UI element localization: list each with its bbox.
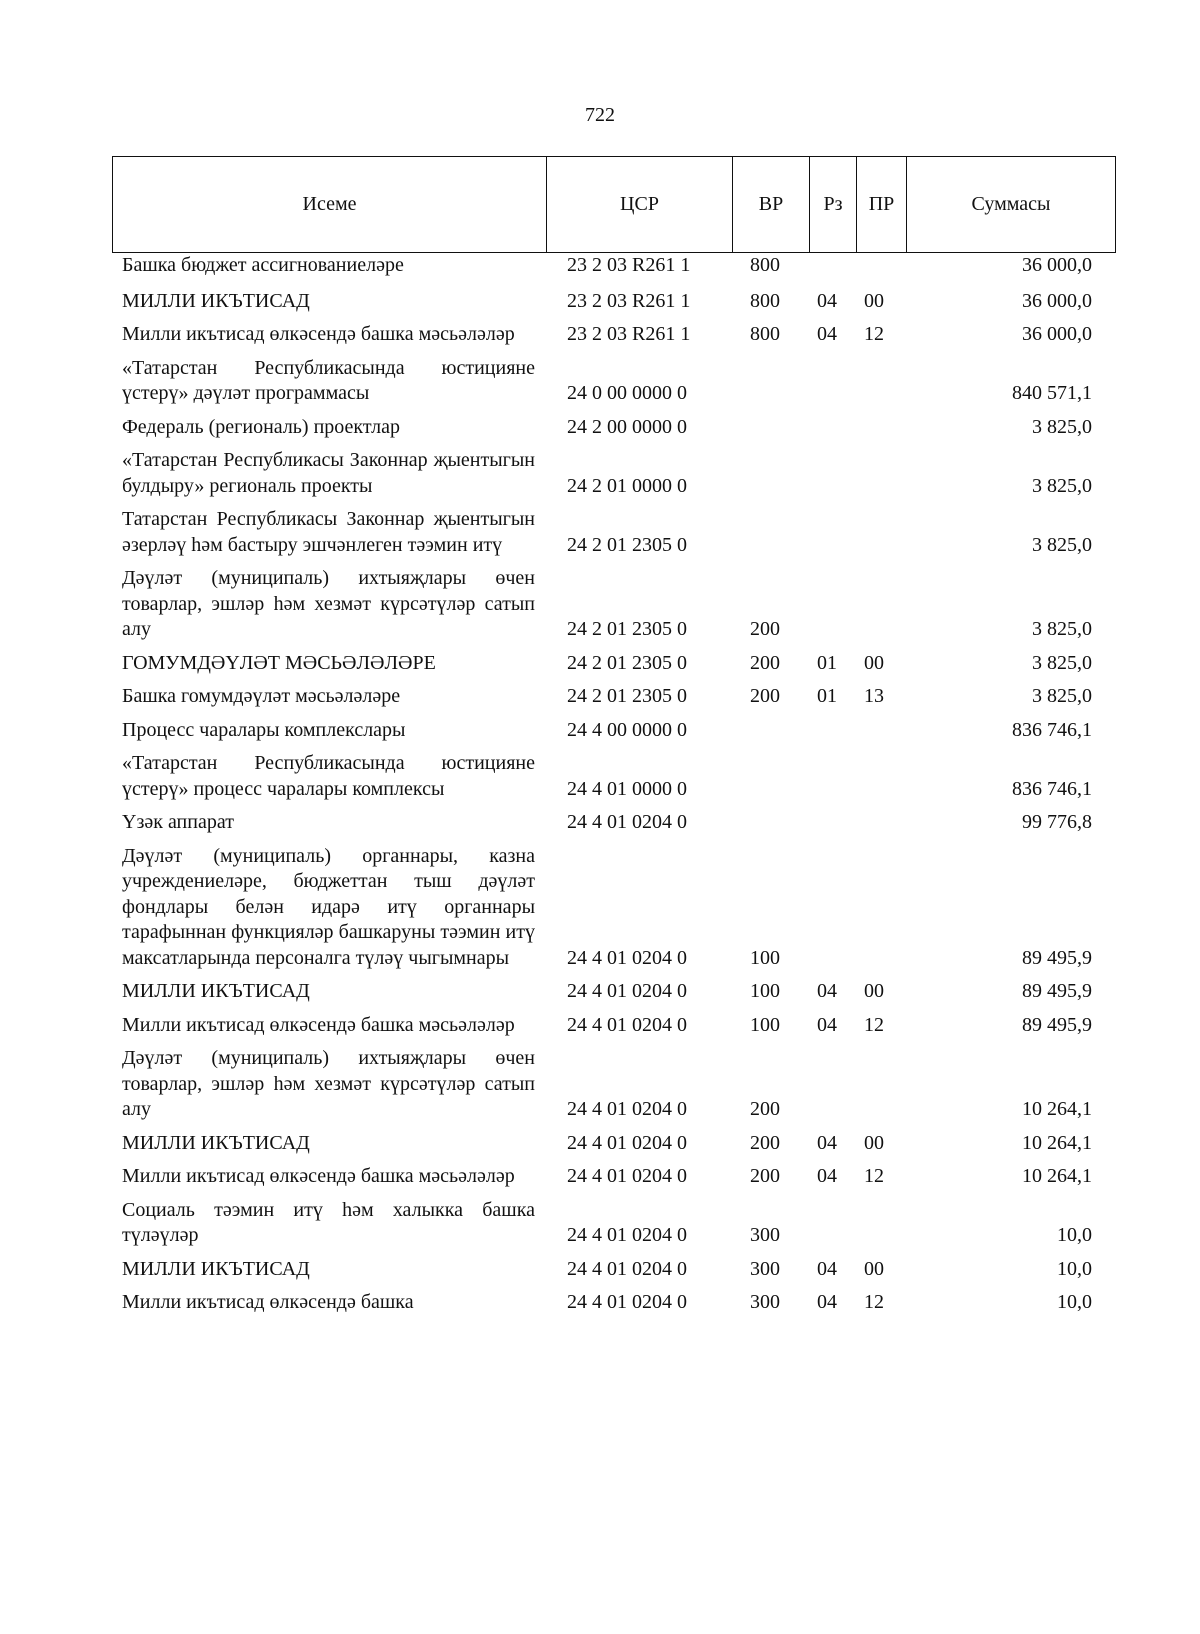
row-name-cell: МИЛЛИ ИКЪТИСАД: [122, 980, 310, 1002]
row-csr-cell: 23 2 03 R261 1: [567, 254, 691, 276]
page-number: 722: [585, 104, 615, 126]
column-header-pr: ПР: [856, 157, 906, 252]
row-pr-cell: 12: [864, 1165, 884, 1187]
row-name-cell: Процесс чаралары комплекслары: [122, 718, 406, 741]
table-row: [112, 566, 1116, 643]
row-sum-cell: 10 264,1: [1022, 1131, 1092, 1154]
row-csr-cell: 24 4 01 0204 0: [567, 1013, 687, 1036]
table-row: [112, 253, 1116, 279]
row-pr-cell: 00: [864, 289, 884, 312]
row-rz-cell: 04: [817, 323, 837, 345]
row-sum-cell: 3 825,0: [1032, 685, 1092, 707]
row-sum-cell: 36 000,0: [1022, 254, 1092, 276]
table-row: [112, 1013, 1116, 1039]
row-name-cell: Милли икътисад өлкәсендә башка: [122, 1291, 414, 1313]
column-header-vr: ВР: [732, 157, 809, 252]
row-sum-cell: 89 495,9: [1022, 980, 1092, 1002]
row-vr-cell: 800: [750, 323, 780, 345]
row-csr-cell: 24 4 01 0204 0: [567, 1165, 687, 1187]
row-name-cell: Социаль тәэмин итү һәм халыкка башка түләүләр: [122, 1198, 535, 1246]
row-csr-cell: 24 4 01 0204 0: [567, 1131, 687, 1154]
row-sum-cell: 36 000,0: [1022, 289, 1092, 312]
table-row: [112, 810, 1116, 836]
table-row: [112, 1257, 1116, 1283]
row-sum-cell: 10 264,1: [1022, 1165, 1092, 1187]
row-csr-cell: 24 2 01 2305 0: [567, 651, 687, 674]
row-sum-cell: 10,0: [1057, 1257, 1092, 1280]
row-name-cell: МИЛЛИ ИКЪТИСАД: [122, 289, 310, 312]
row-vr-cell: 800: [750, 289, 780, 312]
table-row: [112, 718, 1116, 744]
row-sum-cell: 99 776,8: [1022, 811, 1092, 833]
row-csr-cell: 24 2 01 2305 0: [567, 685, 687, 707]
row-vr-cell: 300: [750, 1291, 780, 1313]
row-rz-cell: 04: [817, 1165, 837, 1187]
row-pr-cell: 00: [864, 980, 884, 1002]
table-row: [112, 651, 1116, 677]
row-pr-cell: 00: [864, 1257, 884, 1280]
table-row: [112, 979, 1116, 1005]
row-vr-cell: 100: [750, 980, 780, 1002]
row-sum-cell: 89 495,9: [1022, 946, 1092, 969]
row-pr-cell: 12: [864, 1291, 884, 1313]
table-header: [112, 156, 1116, 253]
row-sum-cell: 3 825,0: [1032, 415, 1092, 438]
table-row: [112, 1164, 1116, 1190]
row-name-cell: Татарстан Республикасы Законнар җыентыгын әзерләү һәм бастыру эшчәнлеген тәэмин итү: [122, 508, 535, 556]
row-csr-cell: 24 4 01 0204 0: [567, 1224, 687, 1246]
row-rz-cell: 04: [817, 1013, 837, 1036]
row-name-cell: МИЛЛИ ИКЪТИСАД: [122, 1131, 310, 1154]
table-row: [112, 356, 1116, 407]
row-csr-cell: 24 4 01 0204 0: [567, 1098, 687, 1120]
row-rz-cell: 01: [817, 651, 837, 674]
row-sum-cell: 36 000,0: [1022, 323, 1092, 345]
row-csr-cell: 23 2 03 R261 1: [567, 289, 691, 312]
row-sum-cell: 836 746,1: [1012, 718, 1092, 741]
table-row: [112, 448, 1116, 499]
row-sum-cell: 836 746,1: [1012, 777, 1092, 800]
row-name-cell: «Татарстан Республикасында юстицияне үстерү» дәүләт программасы: [122, 356, 535, 404]
row-csr-cell: 24 4 01 0000 0: [567, 777, 687, 800]
row-csr-cell: 24 4 01 0204 0: [567, 1291, 687, 1313]
row-vr-cell: 800: [750, 254, 780, 276]
row-vr-cell: 100: [750, 1013, 780, 1036]
row-pr-cell: 00: [864, 1131, 884, 1154]
row-sum-cell: 3 825,0: [1032, 651, 1092, 674]
row-sum-cell: 10,0: [1057, 1224, 1092, 1246]
row-name-cell: Милли икътисад өлкәсендә башка мәсьәләләр: [122, 1013, 515, 1036]
table-row: [112, 1131, 1116, 1157]
row-csr-cell: 24 4 01 0204 0: [567, 1257, 687, 1280]
column-header-csr: ЦСР: [546, 157, 732, 252]
row-name-cell: Дәүләт (муниципаль) органнары, казна учреждениеләре, бюджеттан тыш дәүләт фондлары белән идарә итү органнары тарафыннан функцияләр башкаруны тәэмин итү максатларында персоналга түләү чыгымнары: [122, 844, 535, 969]
row-rz-cell: 01: [817, 685, 837, 707]
row-name-cell: «Татарстан Республикасы Законнар җыентыгын булдыру» региональ проекты: [122, 449, 535, 497]
table-row: [112, 415, 1116, 441]
column-header-name: Исеме: [302, 193, 357, 215]
table-row: [112, 289, 1116, 315]
column-header-sum: Суммасы: [906, 157, 1115, 252]
row-name-cell: Федераль (региональ) проектлар: [122, 415, 400, 438]
row-name-cell: ГОМУМДӘҮЛӘТ МӘСЬӘЛӘЛӘРЕ: [122, 651, 436, 674]
row-rz-cell: 04: [817, 1291, 837, 1313]
row-vr-cell: 300: [750, 1257, 780, 1280]
row-pr-cell: 12: [864, 1013, 884, 1036]
row-sum-cell: 10,0: [1057, 1291, 1092, 1313]
row-csr-cell: 24 2 01 0000 0: [567, 474, 687, 497]
row-vr-cell: 200: [750, 1165, 780, 1187]
row-csr-cell: 24 0 00 0000 0: [567, 382, 687, 404]
table-body: [112, 253, 1116, 1316]
row-name-cell: «Татарстан Республикасында юстицияне үстерү» процесс чаралары комплексы: [122, 752, 535, 800]
table-row: [112, 1290, 1116, 1316]
row-name-cell: Башка бюджет ассигнованиеләре: [122, 254, 404, 276]
column-header-rz: Рз: [809, 157, 856, 252]
row-csr-cell: 23 2 03 R261 1: [567, 323, 691, 345]
row-csr-cell: 24 4 01 0204 0: [567, 980, 687, 1002]
row-name-cell: Дәүләт (муниципаль) ихтыяҗлары өчен товарлар, эшләр һәм хезмәт күрсәтүләр сатып алу: [122, 567, 535, 640]
row-vr-cell: 200: [750, 1131, 780, 1154]
table-row: [112, 751, 1116, 802]
row-csr-cell: 24 4 01 0204 0: [567, 946, 687, 969]
row-sum-cell: 840 571,1: [1012, 382, 1092, 404]
table-row: [112, 1198, 1116, 1249]
row-sum-cell: 10 264,1: [1022, 1098, 1092, 1120]
row-name-cell: Башка гомумдәүләт мәсьәләләре: [122, 685, 401, 707]
row-name-cell: Милли икътисад өлкәсендә башка мәсьәләләр: [122, 323, 515, 345]
row-rz-cell: 04: [817, 1257, 837, 1280]
row-vr-cell: 200: [750, 1098, 780, 1120]
row-rz-cell: 04: [817, 1131, 837, 1154]
table-row: [112, 322, 1116, 348]
row-csr-cell: 24 2 01 2305 0: [567, 533, 687, 556]
table-row: [112, 507, 1116, 558]
row-sum-cell: 3 825,0: [1032, 533, 1092, 556]
row-csr-cell: 24 4 00 0000 0: [567, 718, 687, 741]
row-vr-cell: 100: [750, 946, 780, 969]
row-sum-cell: 3 825,0: [1032, 618, 1092, 640]
row-csr-cell: 24 4 01 0204 0: [567, 811, 687, 833]
row-pr-cell: 13: [864, 685, 884, 707]
row-pr-cell: 12: [864, 323, 884, 345]
table-row: [112, 1046, 1116, 1123]
row-csr-cell: 24 2 01 2305 0: [567, 618, 687, 640]
table-row: [112, 684, 1116, 710]
row-pr-cell: 00: [864, 651, 884, 674]
row-sum-cell: 3 825,0: [1032, 474, 1092, 497]
row-rz-cell: 04: [817, 289, 837, 312]
row-sum-cell: 89 495,9: [1022, 1013, 1092, 1036]
table-row: [112, 844, 1116, 972]
row-name-cell: Үзәк аппарат: [122, 811, 234, 833]
row-vr-cell: 200: [750, 618, 780, 640]
row-vr-cell: 200: [750, 651, 780, 674]
row-name-cell: Милли икътисад өлкәсендә башка мәсьәләләр: [122, 1165, 515, 1187]
row-name-cell: Дәүләт (муниципаль) ихтыяҗлары өчен товарлар, эшләр һәм хезмәт күрсәтүләр сатып алу: [122, 1047, 535, 1120]
row-vr-cell: 200: [750, 685, 780, 707]
row-name-cell: МИЛЛИ ИКЪТИСАД: [122, 1257, 310, 1280]
row-vr-cell: 300: [750, 1224, 780, 1246]
row-rz-cell: 04: [817, 980, 837, 1002]
row-csr-cell: 24 2 00 0000 0: [567, 415, 687, 438]
